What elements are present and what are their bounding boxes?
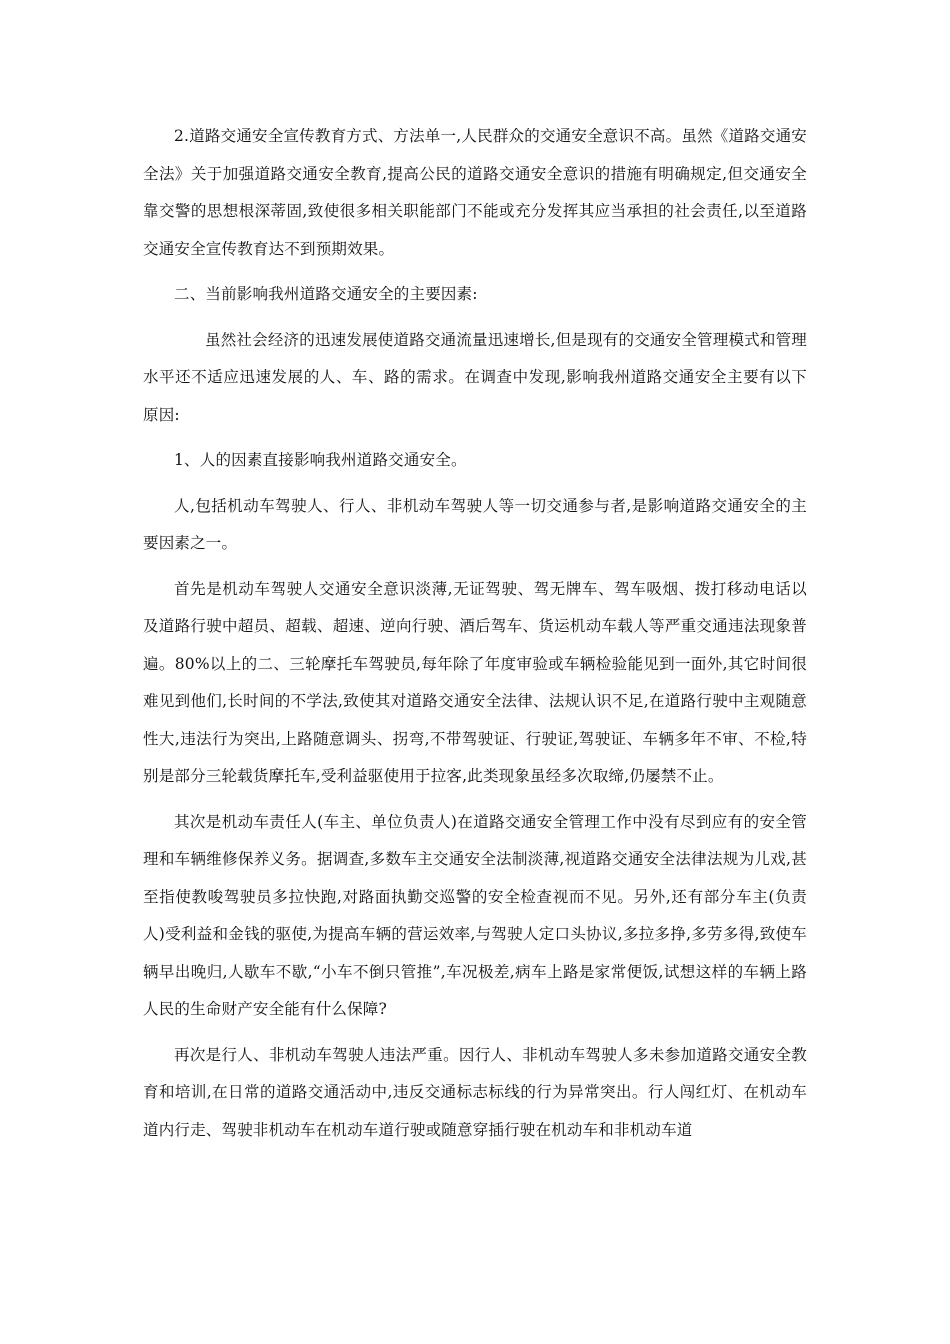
subheading-human-factors: 1、人的因素直接影响我州道路交通安全。 [174, 451, 467, 469]
paragraph-motor-drivers: 首先是机动车驾驶人交通安全意识淡薄,无证驾驶、驾无牌车、驾车吸烟、拨打移动电话以及道路行驶中超员、超载、超速、逆向行驶、酒后驾车、货运机动车载人等严重交通违法现象普遍。80%以上的二、三轮摩托车驾驶员,每年除了年度审验或车辆检验能见到一面外,其它时间很难见到他们,长时间的不学法,致使其对道路交通安全法律、法规认识不足,在道路行驶中主观随意性大,违法行为突出,上路随意调头、拐弯,不带驾驶证、行驶证,驾驶证、车辆多年不审、不检,特别是部分三轮载货摩托车,受利益驱使用于拉客,此类现象虽经多次取缔,仍屡禁不止。 [143, 579, 807, 785]
paragraph-vehicle-owners: 其次是机动车责任人(车主、单位负责人)在道路交通安全管理工作中没有尽到应有的安全管理和车辆维修保养义务。据调查,多数车主交通安全法制淡薄,视道路交通安全法律法规为儿戏,甚至指使教唆驾驶员多拉快跑,对路面执勤交巡警的安全检查视而不见。另外,还有部分车主(负责人)受利益和金钱的驱使,为提高车辆的营运效率,与驾驶人定口头协议,多拉多挣,多劳多得,致使车辆早出晚归,人歇车不歇,“小车不倒只管推”,车况极差,病车上路是家常便饭,试想这样的车辆上路人民的生命财产安全能有什么保障? [143, 812, 807, 1018]
paragraph-publicity-education: 2.道路交通安全宣传教育方式、方法单一,人民群众的交通安全意识不高。虽然《道路交通安全法》关于加强道路交通安全教育,提高公民的道路交通安全意识的措施有明确规定,但交通安全靠交警的思想根深蒂固,致使很多相关职能部门不能或充分发挥其应当承担的社会责任,以至道路交通安全宣传教育达不到预期效果。 [143, 127, 807, 258]
section-heading-main-factors: 二、当前影响我州道路交通安全的主要因素: [174, 285, 478, 303]
paragraph-intro-factors: 虽然社会经济的迅速发展使道路交通流量迅速增长,但是现有的交通安全管理模式和管理水平还不适应迅速发展的人、车、路的需求。在调查中发现,影响我州道路交通安全主要有以下原因: [143, 330, 807, 424]
document-body [143, 118, 807, 1157]
paragraph-traffic-participants: 人,包括机动车驾驶人、行人、非机动车驾驶人等一切交通参与者,是影响道路交通安全的主要因素之一。 [143, 496, 807, 552]
paragraph-pedestrians: 再次是行人、非机动车驾驶人违法严重。因行人、非机动车驾驶人多未参加道路交通安全教育和培训,在日常的道路交通活动中,违反交通标志标线的行为异常突出。行人闯红灯、在机动车道内行走、驾驶非机动车在机动车道行驶或随意穿插行驶在机动车和非机动车道 [143, 1045, 807, 1139]
